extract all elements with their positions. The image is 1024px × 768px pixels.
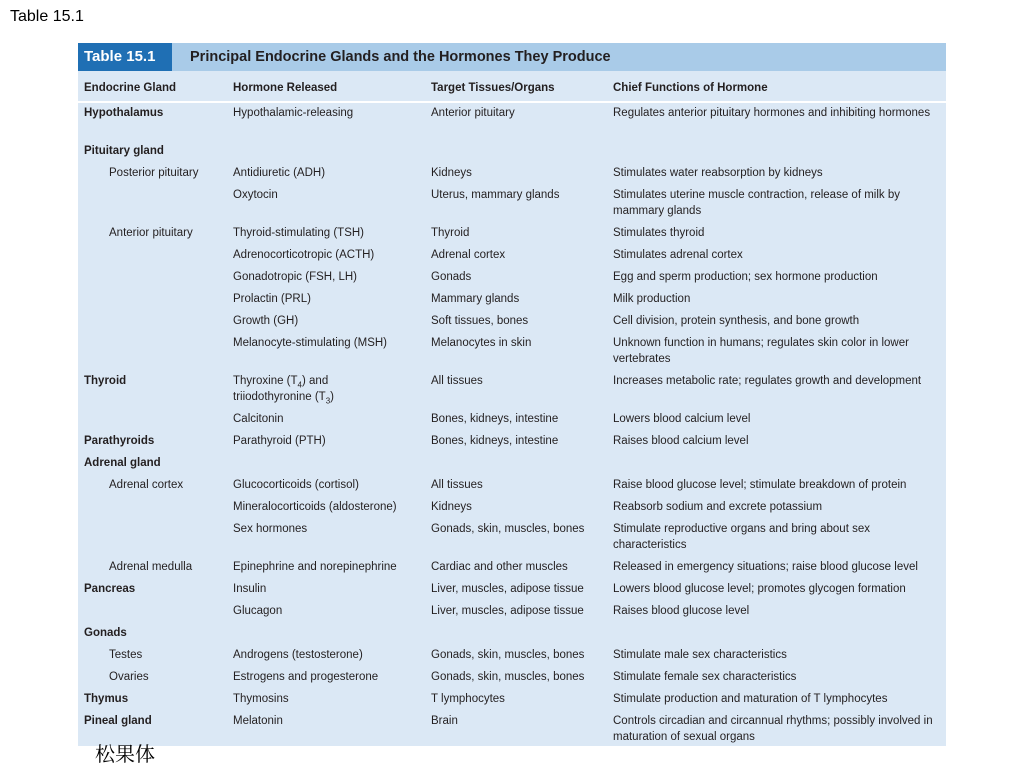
hormone-cell: Mineralocorticoids (aldosterone) xyxy=(233,501,397,513)
pineal-caption: 松果体 xyxy=(95,742,155,766)
table-title: Principal Endocrine Glands and the Hormones They Produce xyxy=(190,49,611,65)
endocrine-table xyxy=(78,43,946,746)
target-cell: Gonads, skin, muscles, bones xyxy=(431,671,585,683)
target-cell: Anterior pituitary xyxy=(431,107,515,119)
header-function: Chief Functions of Hormone xyxy=(613,82,768,94)
function-cell: Raises blood calcium level xyxy=(613,435,749,447)
hormone-cell: Gonadotropic (FSH, LH) xyxy=(233,271,357,283)
function-cell: Stimulate production and maturation of T lymphocytes xyxy=(613,693,888,705)
gland-cell: Anterior pituitary xyxy=(109,227,193,239)
target-cell: Bones, kidneys, intestine xyxy=(431,435,559,447)
function-cell: Reabsorb sodium and excrete potassium xyxy=(613,501,823,513)
target-cell: Adrenal cortex xyxy=(431,249,506,261)
header-hormone: Hormone Released xyxy=(233,82,338,94)
gland-cell: Pineal gland xyxy=(84,715,152,727)
gland-cell: Testes xyxy=(109,649,143,661)
target-cell: Thyroid xyxy=(431,227,470,239)
target-cell: Gonads, skin, muscles, bones xyxy=(431,523,585,535)
function-cell: Raise blood glucose level; stimulate breakdown of protein xyxy=(613,479,907,491)
gland-cell: Posterior pituitary xyxy=(109,167,199,179)
target-cell: Brain xyxy=(431,715,458,727)
gland-cell: Gonads xyxy=(84,627,127,639)
hormone-cell: Growth (GH) xyxy=(233,315,299,327)
hormone-cell: Thyroid-stimulating (TSH) xyxy=(233,227,364,239)
function-cell: Regulates anterior pituitary hormones and inhibiting hormones xyxy=(613,107,931,119)
hormone-cell: Antidiuretic (ADH) xyxy=(233,167,326,179)
slide-title: Table 15.1 xyxy=(10,8,84,25)
function-cell: Stimulate male sex characteristics xyxy=(613,649,787,661)
table-title-bar xyxy=(78,43,946,71)
hormone-cell: Calcitonin xyxy=(233,413,284,425)
hormone-cell: Epinephrine and norepinephrine xyxy=(233,561,397,573)
target-cell: T lymphocytes xyxy=(431,693,505,705)
hormone-cell: Adrenocorticotropic (ACTH) xyxy=(233,249,375,261)
target-cell: Liver, muscles, adipose tissue xyxy=(431,605,584,617)
gland-cell: Thyroid xyxy=(84,375,127,387)
header-divider xyxy=(78,101,946,103)
hormone-cell: Prolactin (PRL) xyxy=(233,293,311,305)
function-cell: Released in emergency situations; raise blood glucose level xyxy=(613,561,918,573)
function-cell: Stimulates thyroid xyxy=(613,227,705,239)
function-cell: Milk production xyxy=(613,293,691,305)
header-target: Target Tissues/Organs xyxy=(431,82,555,94)
hormone-cell: Glucagon xyxy=(233,605,283,617)
gland-cell: Hypothalamus xyxy=(84,107,164,119)
function-cell: Cell division, protein synthesis, and bone growth xyxy=(613,315,860,327)
target-cell: All tissues xyxy=(431,479,483,491)
target-cell: Bones, kidneys, intestine xyxy=(431,413,559,425)
function-cell: Raises blood glucose level xyxy=(613,605,750,617)
gland-cell: Ovaries xyxy=(109,671,149,683)
hormone-cell: Thyroxine $(T_4)$ and triiodothyronine $(T_3)$ xyxy=(233,375,334,406)
target-cell: Cardiac and other muscles xyxy=(431,561,568,573)
target-cell: Kidneys xyxy=(431,167,472,179)
function-cell: Increases metabolic rate; regulates growth and development xyxy=(613,375,922,387)
gland-cell: Adrenal gland xyxy=(84,457,161,469)
hormone-cell: Parathyroid (PTH) xyxy=(233,435,326,447)
hormone-cell: Androgens (testosterone) xyxy=(233,649,363,661)
function-cell: Controls circadian and circannual rhythms; possibly involved in maturation of sexual organs xyxy=(613,715,933,743)
function-cell: Stimulates adrenal cortex xyxy=(613,249,743,261)
function-cell: Stimulate female sex characteristics xyxy=(613,671,797,683)
target-cell: Liver, muscles, adipose tissue xyxy=(431,583,584,595)
gland-cell: Adrenal cortex xyxy=(109,479,184,491)
function-cell: Stimulate reproductive organs and bring about sex characteristics xyxy=(613,523,870,551)
gland-cell: Parathyroids xyxy=(84,435,155,447)
hormone-cell: Hypothalamic-releasing xyxy=(233,107,354,119)
function-cell: Lowers blood glucose level; promotes glycogen formation xyxy=(613,583,906,595)
gland-cell: Pituitary gland xyxy=(84,145,164,157)
hormone-cell: Melatonin xyxy=(233,715,283,727)
target-cell: Melanocytes in skin xyxy=(431,337,532,349)
table-header-row xyxy=(78,75,946,101)
function-cell: Unknown function in humans; regulates skin color in lower vertebrates xyxy=(613,337,909,365)
table-badge: Table 15.1 xyxy=(78,43,172,71)
hormone-cell: Sex hormones xyxy=(233,523,308,535)
gland-cell: Pancreas xyxy=(84,583,136,595)
target-cell: All tissues xyxy=(431,375,483,387)
target-cell: Kidneys xyxy=(431,501,472,513)
target-cell: Mammary glands xyxy=(431,293,520,305)
function-cell: Stimulates water reabsorption by kidneys xyxy=(613,167,823,179)
hormone-cell: Glucocorticoids (cortisol) xyxy=(233,479,359,491)
function-cell: Lowers blood calcium level xyxy=(613,413,751,425)
gland-cell: Thymus xyxy=(84,693,129,705)
hormone-cell: Thymosins xyxy=(233,693,289,705)
function-cell: Stimulates uterine muscle contraction, release of milk by mammary glands xyxy=(613,189,900,217)
target-cell: Gonads, skin, muscles, bones xyxy=(431,649,585,661)
target-cell: Uterus, mammary glands xyxy=(431,189,560,201)
gland-cell: Adrenal medulla xyxy=(109,561,193,573)
hormone-cell: Melanocyte-stimulating (MSH) xyxy=(233,337,388,349)
function-cell: Egg and sperm production; sex hormone production xyxy=(613,271,878,283)
target-cell: Gonads xyxy=(431,271,472,283)
hormone-cell: Estrogens and progesterone xyxy=(233,671,379,683)
target-cell: Soft tissues, bones xyxy=(431,315,529,327)
hormone-cell: Insulin xyxy=(233,583,267,595)
header-gland: Endocrine Gland xyxy=(84,82,177,94)
hormone-cell: Oxytocin xyxy=(233,189,278,201)
